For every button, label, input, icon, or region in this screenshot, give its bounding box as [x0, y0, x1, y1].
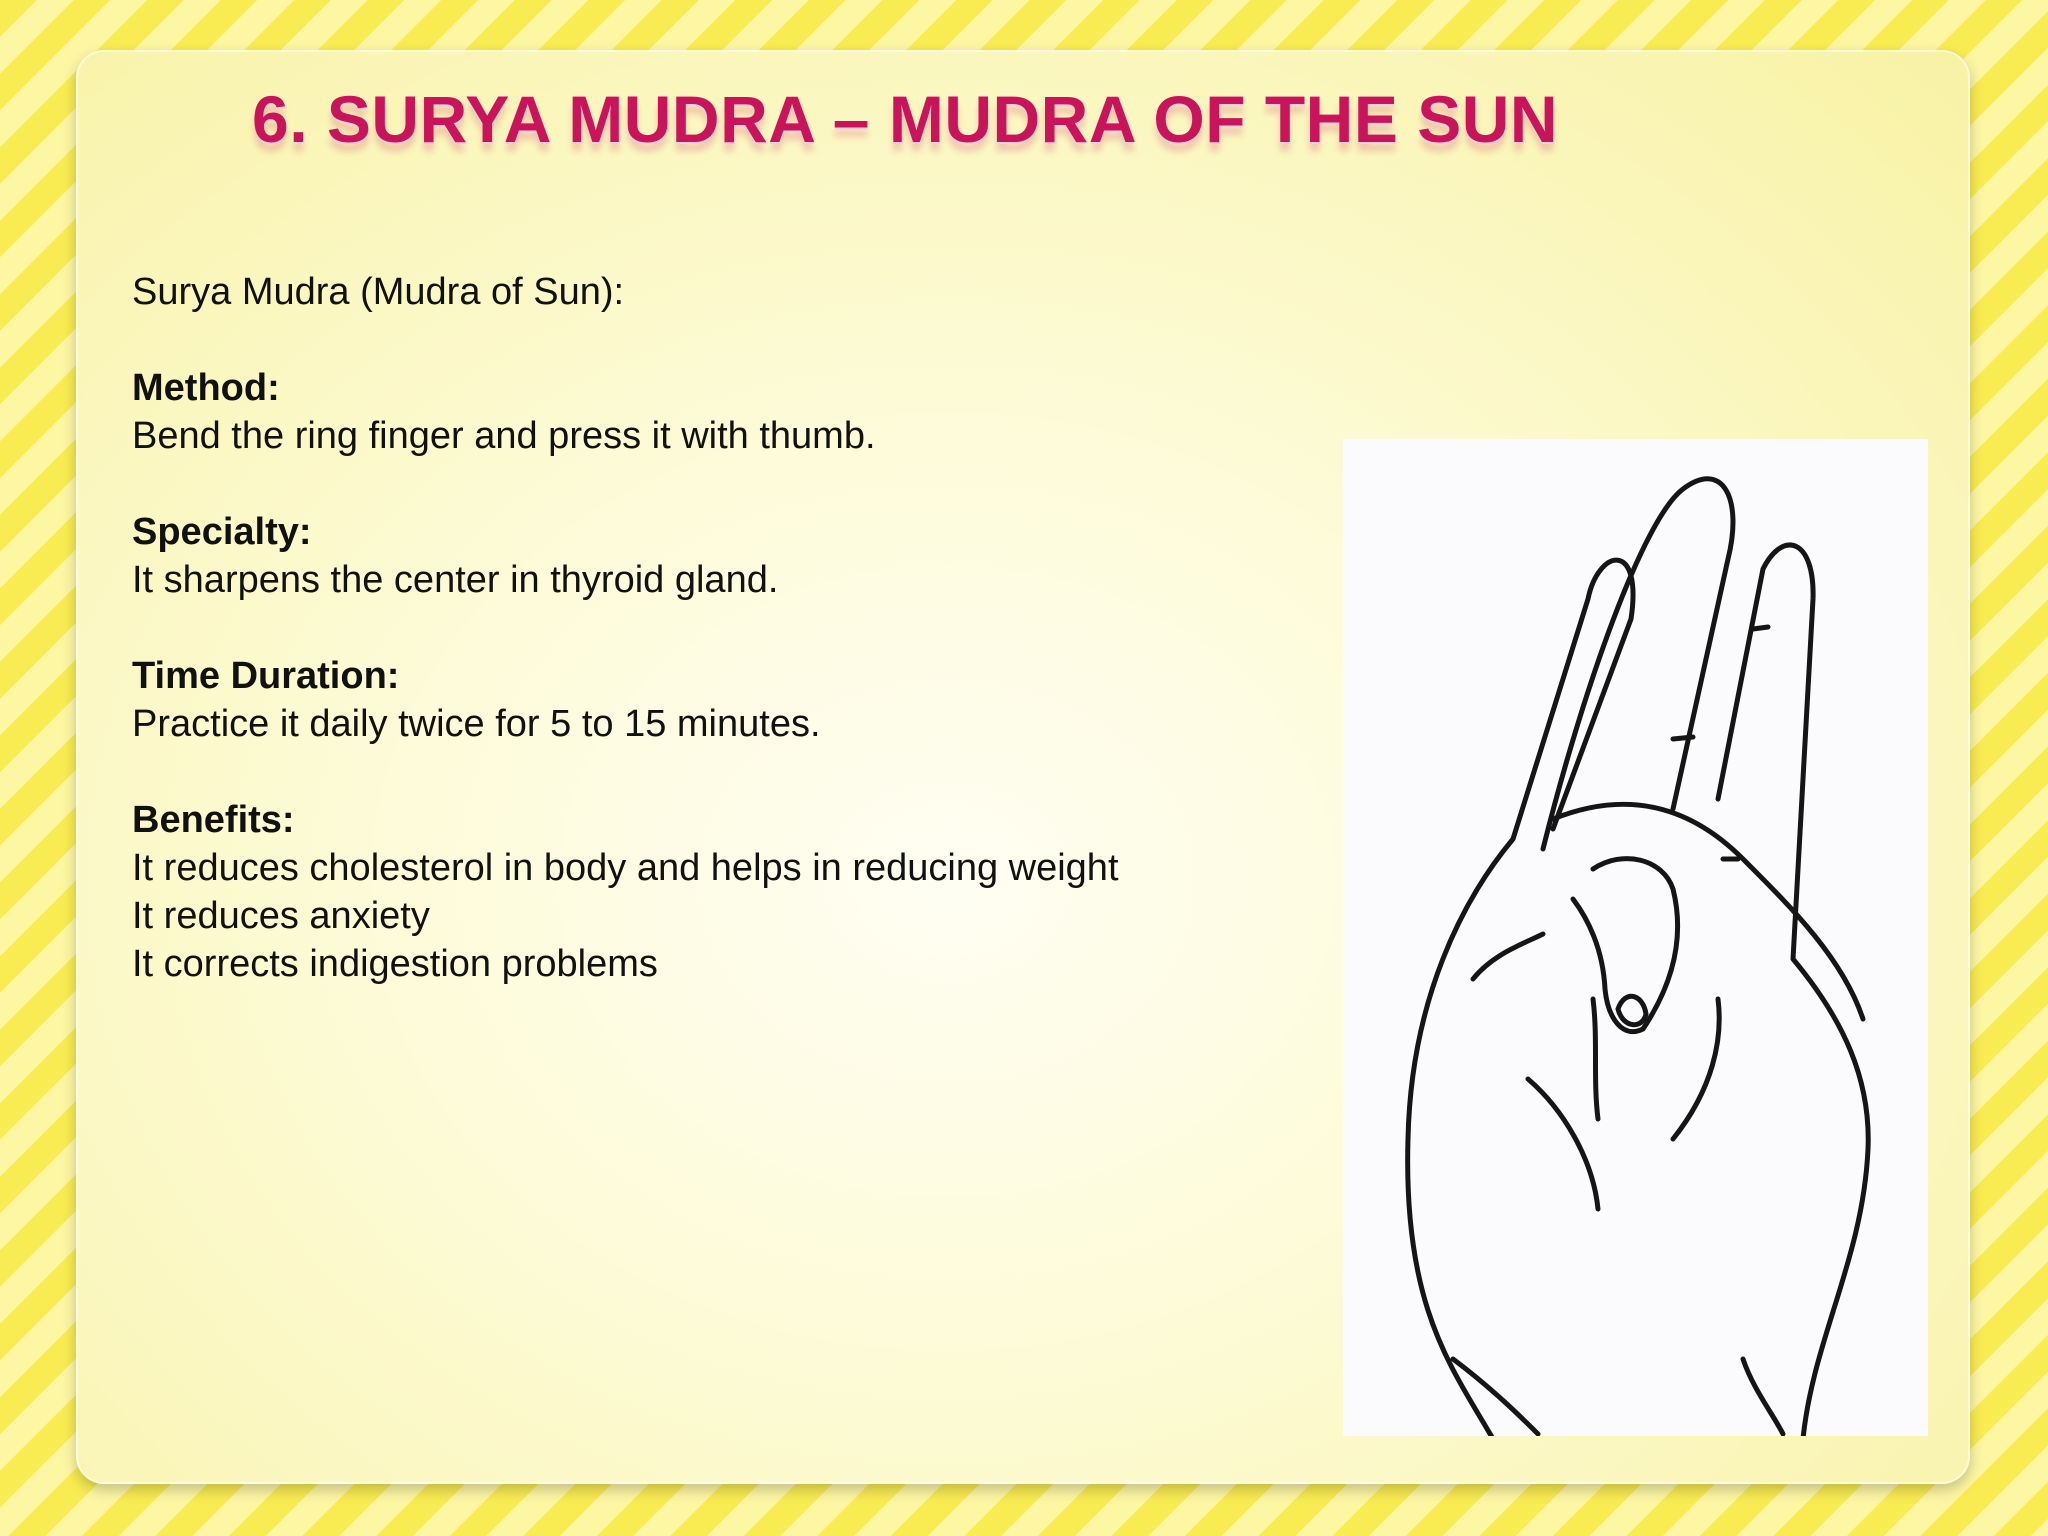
intro-text: Surya Mudra (Mudra of Sun): [132, 271, 625, 313]
crease [1528, 1079, 1598, 1209]
knuckle-mark [1673, 737, 1693, 739]
duration-text: Practice it daily twice for 5 to 15 minutes. [132, 703, 821, 745]
thumb-nail [1618, 996, 1646, 1024]
surya-mudra-hand-illustration [1343, 439, 1928, 1436]
method-text: Bend the ring finger and press it with thumb. [132, 415, 876, 457]
hand-drawing-icon [1343, 439, 1928, 1436]
spacer [132, 316, 1262, 364]
specialty-heading: Specialty: [132, 511, 312, 553]
hand-outline-right [1718, 545, 1868, 1436]
slide-title: 6. SURYA MUDRA – MUDRA OF THE SUN [252, 82, 1559, 156]
hand-outline-left [1408, 560, 1633, 1436]
slide-body [132, 268, 1262, 988]
method-heading: Method: [132, 367, 280, 409]
middle-finger [1543, 479, 1733, 849]
spacer [132, 604, 1262, 652]
benefits-heading: Benefits: [132, 799, 295, 841]
spacer [132, 748, 1262, 796]
crease [1743, 1359, 1783, 1434]
benefit-item: It reduces cholesterol in body and helps in reducing weight [132, 847, 1119, 889]
specialty-text: It sharpens the center in thyroid gland. [132, 559, 779, 601]
crease [1473, 934, 1543, 979]
benefit-item: It reduces anxiety [132, 895, 430, 937]
knuckle-mark [1753, 627, 1768, 629]
benefit-item: It corrects indigestion problems [132, 943, 658, 985]
spacer [132, 460, 1262, 508]
thumb-outline [1573, 859, 1678, 1032]
crease [1593, 999, 1598, 1119]
duration-heading: Time Duration: [132, 655, 400, 697]
crease [1673, 999, 1719, 1139]
